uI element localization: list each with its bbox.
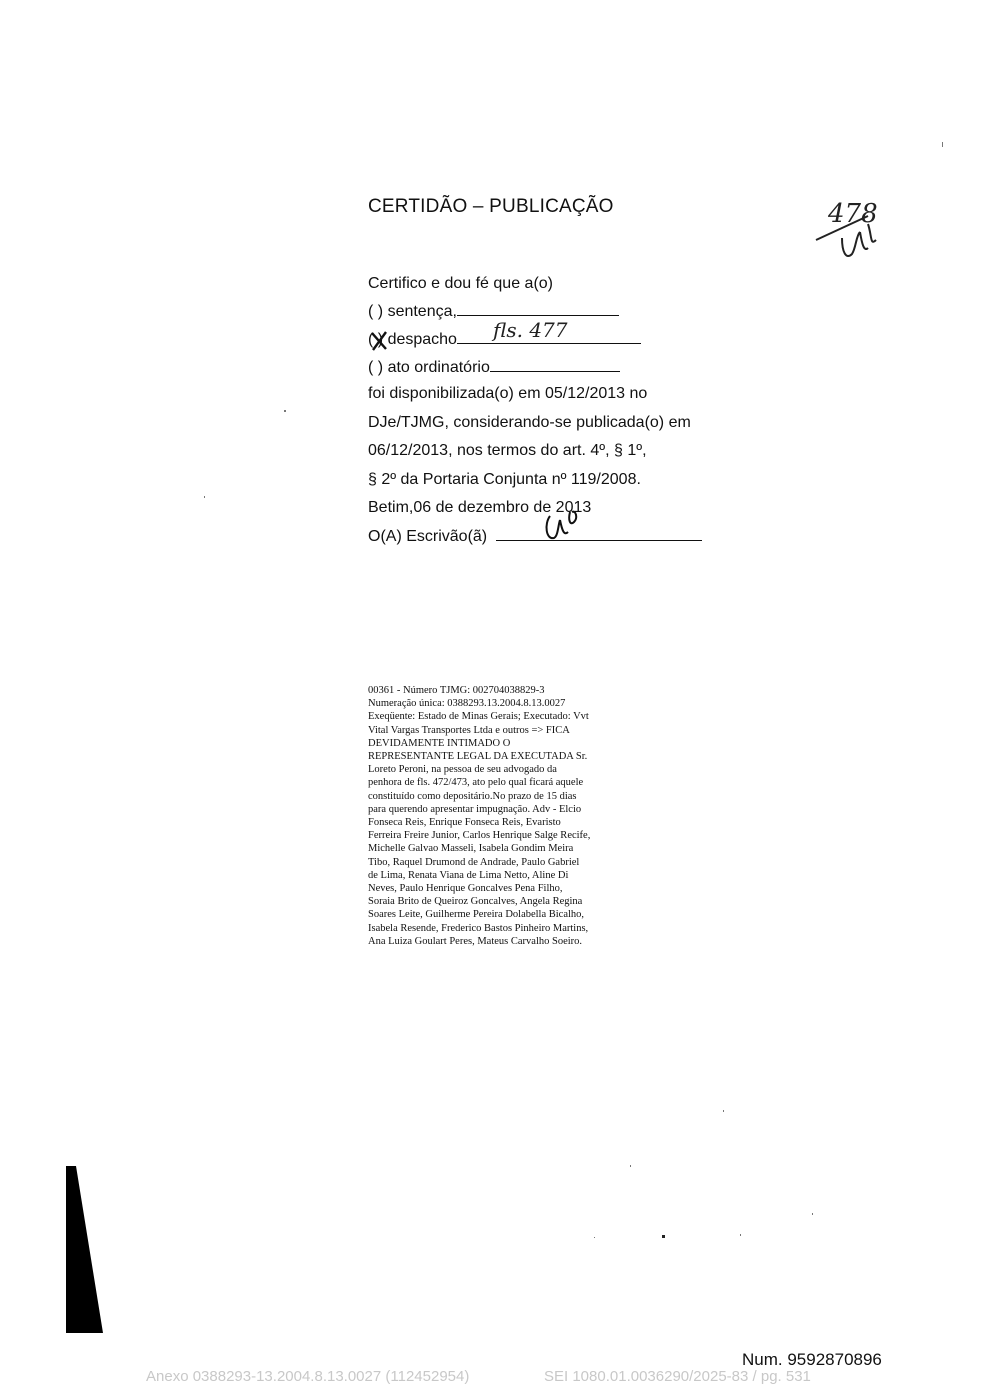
- scan-speck: [740, 1234, 741, 1236]
- clipping-line: Exeqüente: Estado de Minas Gerais; Executado: Vvt: [368, 711, 589, 723]
- clipping-line: constituído como depositário.No prazo de 15 dias: [368, 790, 577, 802]
- clipping-line: DEVIDAMENTE INTIMADO O: [368, 737, 511, 749]
- body-line: § 2º da Portaria Conjunta nº 119/2008.: [368, 470, 641, 488]
- option-checkbox-checked: ( ): [368, 326, 383, 354]
- clipping-line: REPRESENTANTE LEGAL DA EXECUTADA Sr.: [368, 751, 588, 763]
- clipping-line: Ana Luiza Goulart Peres, Mateus Carvalho Soeiro.: [368, 935, 583, 947]
- clipping-line: Ferreira Freire Junior, Carlos Henrique Salge Recife,: [368, 830, 591, 842]
- document-number: Num. 9592870896: [742, 1350, 882, 1369]
- clipping-line: para querendo apresentar impugnação. Adv - Elcio: [368, 803, 582, 815]
- clipping-line: Tibo, Raquel Drumond de Andrade, Paulo Gabriel: [368, 856, 580, 868]
- clipping-line: Soraia Brito de Queiroz Goncalves, Angela Regina: [368, 896, 583, 908]
- scan-speck: [204, 496, 205, 498]
- option-checkbox: ( ): [368, 359, 384, 376]
- scan-speck: [812, 1213, 813, 1215]
- handwritten-despacho-ref-text: fls. 477: [492, 318, 568, 342]
- option-label: ato ordinatório: [387, 359, 490, 376]
- document-title: CERTIDÃO – PUBLICAÇÃO: [368, 196, 614, 217]
- scan-speck: [594, 1237, 595, 1238]
- body-line: foi disponibilizada(o) em 05/12/2013 no: [368, 385, 648, 402]
- body-line: 06/12/2013, nos termos do art. 4º, § 1º,: [368, 442, 647, 459]
- clipping-line: Michelle Galvao Masseli, Isabela Gondim Meira: [368, 843, 574, 855]
- scan-speck: [662, 1235, 665, 1238]
- clipping-line: Loreto Peroni, na pessoa de seu advogado da: [368, 764, 557, 776]
- scan-speck: [630, 1165, 631, 1167]
- clipping-line: Isabela Resende, Frederico Bastos Pinheiro Martins,: [368, 922, 589, 934]
- escrivao-label: O(A) Escrivão(ã): [368, 528, 488, 545]
- clipping-line: Neves, Paulo Henrique Goncalves Pena Filho,: [368, 883, 563, 895]
- clipping-line: Numeração única: 0388293.13.2004.8.13.0027: [368, 698, 566, 710]
- clipping-line: Vital Vargas Transportes Ltda e outros => FICA: [368, 724, 570, 736]
- scan-speck: [723, 1110, 724, 1112]
- option-label: despacho: [387, 331, 457, 348]
- sei-reference: SEI 1080.01.0036290/2025-83 / pg. 531: [544, 1368, 811, 1385]
- anexo-reference: Anexo 0388293-13.2004.8.13.0027 (112452954): [146, 1368, 470, 1385]
- scan-speck: [284, 410, 286, 412]
- body-line: Betim,06 de dezembro de 2013: [368, 499, 592, 516]
- clipping-line: Fonseca Reis, Enrique Fonseca Reis, Evaristo: [368, 817, 561, 829]
- scan-speck: [942, 142, 943, 147]
- clipping-line: penhora de fls. 472/473, ato pelo qual ficará aquele: [368, 777, 584, 789]
- body-line: DJe/TJMG, considerando-se publicada(o) em: [368, 413, 691, 431]
- clipping-line: Soares Leite, Guilherme Pereira Dolabella Bicalho,: [368, 909, 585, 921]
- handwritten-page-number-text: 478: [828, 199, 878, 229]
- option-label: sentença,: [387, 303, 457, 320]
- intro-line: Certifico e dou fé que a(o): [368, 275, 553, 292]
- clipping-line: de Lima, Renata Viana de Lima Netto, Aline Di: [368, 869, 569, 881]
- option-checkbox: ( ): [368, 303, 384, 320]
- clipping-line: 00361 - Número TJMG: 002704038829-3: [368, 685, 545, 696]
